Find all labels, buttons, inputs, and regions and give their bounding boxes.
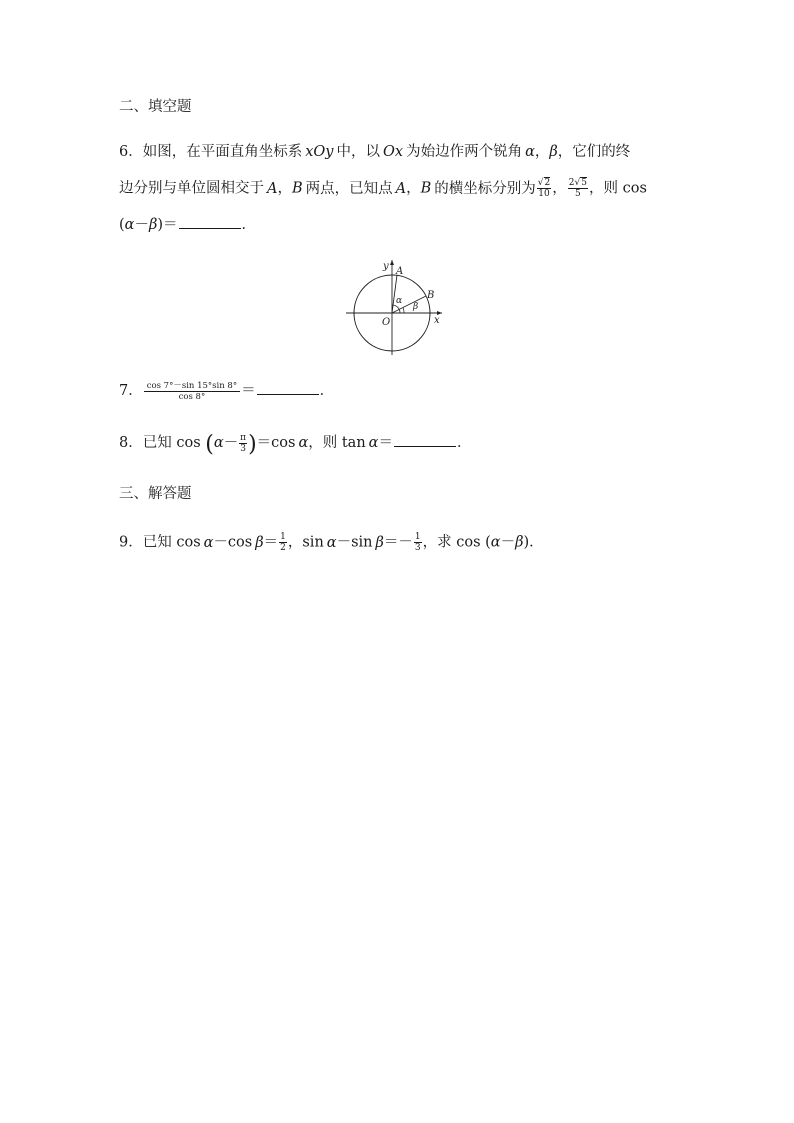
q6-fraction-1: $\frac{√2}{10}$ [537, 178, 551, 199]
q6-text: ，则 cos [588, 180, 647, 197]
q6-paren: ( [119, 217, 125, 233]
q9-frac1-num: 1 [280, 532, 286, 542]
q7-equals: ＝ [241, 383, 256, 399]
q9-text: －cos [213, 534, 253, 551]
beta-arc [403, 308, 404, 313]
q9-alpha: α [203, 534, 214, 551]
q7-line [119, 380, 334, 402]
q8-frac-den: 3 [240, 443, 246, 454]
q9-line [119, 532, 544, 553]
q6-beta: β [549, 144, 558, 160]
q8-equals: ＝ [378, 435, 393, 451]
label-a: A [396, 266, 404, 277]
q8-frac-num: π [240, 432, 247, 443]
q9-text: ，sin [287, 534, 324, 551]
q6-alpha: α [525, 144, 535, 160]
label-y: y [383, 261, 389, 272]
q9-equals: ＝ [263, 534, 279, 551]
q6-text: ，它们的终 [557, 144, 631, 160]
q6-point-a: A [395, 180, 407, 197]
q9-text: ，求 cos ( [422, 534, 491, 551]
q9-equals: ＝－ [383, 534, 413, 551]
q9-frac2-num: 1 [414, 532, 421, 542]
q6-text: 边分别与单位圆相交于 [119, 180, 264, 197]
label-alpha: α [396, 296, 403, 306]
label-b: B [427, 290, 435, 301]
q6-text: 的横坐标分别为 [434, 180, 536, 197]
q9-text: －sin [336, 534, 373, 551]
q6-xoy: xOy [305, 144, 334, 160]
q6-frac1-den: 10 [538, 189, 550, 199]
q8-text: ＝cos [256, 435, 296, 451]
label-beta: β [413, 302, 419, 312]
q6-line-2 [119, 178, 647, 199]
q8-text: 已知 cos [142, 435, 201, 451]
q9-beta: β [255, 534, 264, 551]
q9-text: 已知 cos [142, 534, 201, 551]
q8-alpha: α [298, 435, 309, 451]
q8-fraction [239, 433, 247, 454]
q8-alpha: α [213, 435, 224, 451]
q9-number: 9． [119, 534, 143, 551]
label-o: O [382, 317, 391, 328]
q8-line [119, 432, 471, 455]
q6-text: 为始边作两个锐角 [406, 144, 523, 160]
q6-line-1 [119, 142, 630, 162]
q8-period: ． [456, 435, 472, 451]
q6-comma: ， [277, 180, 292, 197]
q9-beta: β [515, 534, 524, 551]
q7-numerator: cos 7°－sin 15°sin 8° [144, 381, 240, 392]
q6-line-3 [119, 214, 256, 235]
q9-fraction-2 [414, 532, 422, 553]
q8-answer-blank[interactable] [394, 432, 456, 447]
q6-equals: )＝ [157, 217, 178, 233]
q6-point-b: B [291, 180, 303, 197]
q8-minus: － [223, 435, 239, 451]
q8-alpha: α [368, 435, 379, 451]
q9-alpha: α [326, 534, 337, 551]
q6-period: ． [241, 217, 257, 233]
q6-point-b: B [420, 180, 432, 197]
q9-alpha: α [490, 534, 501, 551]
q7-fraction [144, 381, 240, 402]
q8-number: 8． [119, 435, 143, 451]
q6-text: 两点，已知点 [305, 180, 393, 197]
q6-comma: ， [406, 180, 421, 197]
q6-answer-blank[interactable] [179, 214, 241, 229]
q6-frac2-den: 5 [575, 189, 581, 199]
q6-ox: Ox [383, 144, 404, 160]
q8-text: ，则 tan [308, 435, 366, 451]
q6-frac2-radicand: 5 [581, 178, 587, 188]
y-axis-arrow-icon [390, 260, 394, 265]
q7-period: ． [319, 383, 335, 399]
q9-beta: β [375, 534, 384, 551]
q9-minus: － [500, 534, 516, 551]
q7-answer-blank[interactable] [257, 380, 319, 395]
section-heading-answer: 三、解答题 [119, 486, 192, 502]
q6-frac1-radicand: 2 [544, 178, 551, 188]
ray-oa [392, 275, 397, 313]
q9-frac2-den: 3 [414, 543, 421, 553]
q6-comma: ， [534, 144, 550, 160]
section-heading-fill-in: 二、填空题 [119, 99, 192, 115]
q9-text: )． [523, 534, 544, 551]
q6-frac2-coef: 2 [568, 178, 575, 188]
q6-number: 6． [119, 144, 143, 160]
q7-denominator: cos 8° [178, 391, 206, 402]
q8-left-paren: ( [205, 432, 214, 457]
unit-circle-figure [340, 255, 450, 355]
q6-minus: － [134, 217, 149, 233]
q6-fraction-2: $\frac{2√5}{5}$ [568, 178, 587, 199]
q6-comma: ， [552, 180, 567, 197]
q6-text: 如图，在平面直角坐标系 [142, 144, 303, 160]
q7-number: 7． [119, 383, 143, 399]
label-x: x [434, 315, 440, 326]
q6-alpha: α [124, 217, 135, 233]
q8-right-paren: ) [248, 432, 257, 457]
q9-fraction-1 [279, 532, 287, 553]
q6-point-a: A [267, 180, 278, 197]
q9-frac1-den: 2 [280, 543, 286, 553]
q6-beta: β [148, 217, 158, 233]
q6-text: 中，以 [336, 144, 380, 160]
